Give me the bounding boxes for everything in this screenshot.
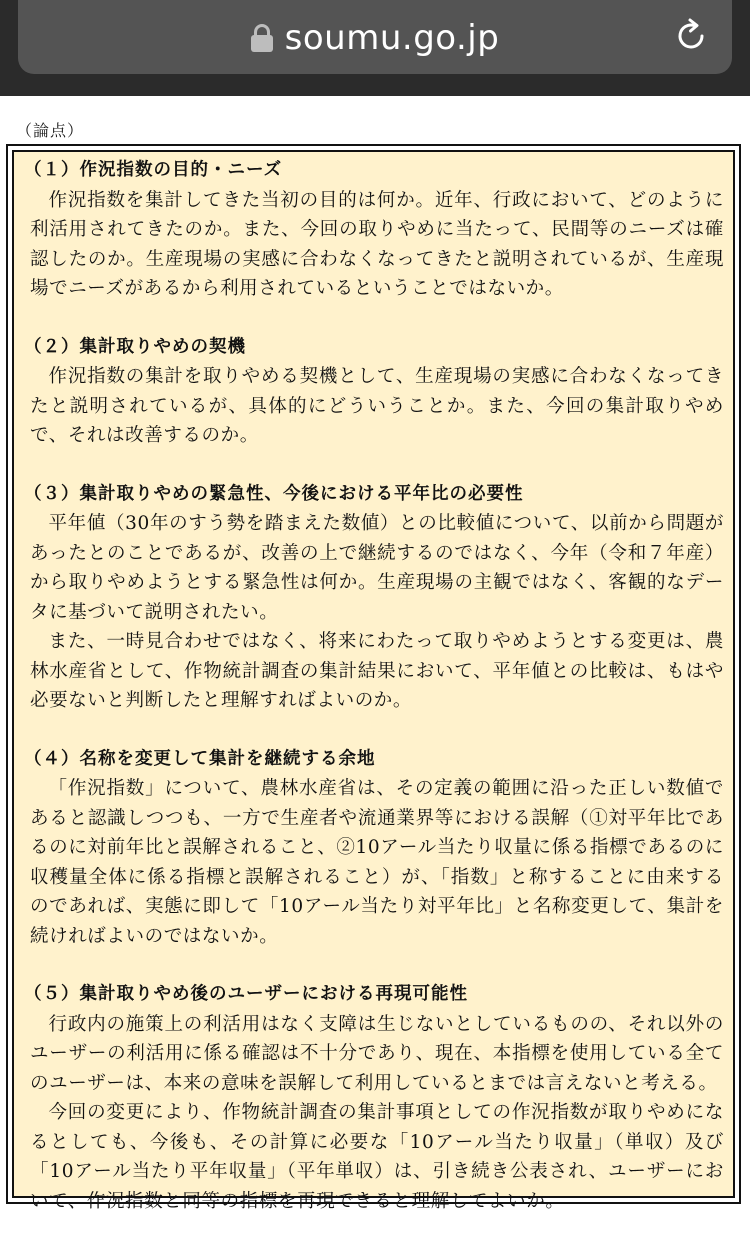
issue-paragraph: 作況指数の集計を取りやめる契機として、生産現場の実感に合わなくなってきたと説明されているが、具体的にどういうことか。また、今回の集計取りやめで、それは改善するのか。 (30, 366, 724, 446)
issue-heading: （２）集計取りやめの契機 (24, 336, 246, 357)
reload-icon[interactable] (672, 17, 710, 55)
issue-paragraph: また、一時見合わせではなく、将来にわたって取りやめようとする変更は、農林水産省として、作物統計調査の集計結果において、平年値との比較は、もはや必要ないと判断したと理解すればよいのか。 (30, 631, 724, 711)
section-label: （論点） (16, 121, 85, 140)
document-page (0, 96, 750, 1212)
issue-section-5 (24, 980, 724, 1216)
url-text: soumu.go.jp (284, 18, 500, 58)
issue-paragraph: 今回の変更により、作物統計調査の集計事項としての作況指数が取りやめになるとしても、今後も、その計算に必要な「10アール当たり収量」（単収）及び「10アール当たり平年収量」（平年単収）は、引き続き公表され、ユーザーにおいて、作況指数と同等の指標を再現できると理解してよいか。 (30, 1102, 724, 1212)
issues-content (24, 156, 724, 1245)
issue-paragraph: 「作況指数」について、農林水産省は、その定義の範囲に沿った正しい数値であると認識しつつも、一方で生産者や流通業界等における誤解（①対平年比であるのに対前年比と誤解されること、②10アール当たり収量に係る指標であるのに収穫量全体に係る指標と誤解されること）が、「指数」と称することに由来するのであれば、実態に即して「10アール当たり対平年比」と名称変更して、集計を続ければよいのではないか。 (30, 778, 724, 947)
lock-icon (251, 24, 273, 52)
issue-paragraph: 作況指数を集計してきた当初の目的は何か。近年、行政において、どのように利活用されてきたのか。また、今回の取りやめに当たって、民間等のニーズは確認したのか。生産現場の実感に合わなくなってきたと説明されているが、生産現場でニーズがあるから利用されているということではないか。 (30, 189, 724, 299)
issues-box-inner (12, 150, 735, 1212)
issue-section-4 (24, 745, 724, 952)
url-display[interactable] (18, 14, 732, 62)
issue-heading: （１）作況指数の目的・ニーズ (24, 160, 283, 180)
issue-paragraph: 行政内の施策上の利活用はなく支障は生じないとしているものの、それ以外のユーザーの利活用に係る確認は不十分であり、現在、本指標を使用している全てのユーザーは、本来の意味を誤解して利用しているとまでは言えないと考える。 (30, 1013, 724, 1094)
issue-section-2 (24, 333, 724, 451)
issue-heading: （５）集計取りやめ後のユーザーにおける再現可能性 (24, 984, 468, 1004)
issues-box (6, 144, 741, 1212)
issue-paragraph: 平年値（30年のすう勢を踏まえた数値）との比較値について、以前から問題があったとのことであるが、改善の上で継続するのではなく、今年（令和７年産）から取りやめようとする緊急性は何か。生産現場の主観ではなく、客観的なデータに基づいて説明されたい。 (30, 513, 724, 623)
issue-section-1 (24, 156, 724, 304)
issue-section-3 (24, 480, 724, 716)
issue-heading: （４）名称を変更して集計を継続する余地 (24, 748, 376, 769)
address-bar[interactable] (18, 0, 732, 74)
issue-heading: （３）集計取りやめの緊急性、今後における平年比の必要性 (24, 483, 524, 504)
browser-toolbar (0, 0, 750, 96)
